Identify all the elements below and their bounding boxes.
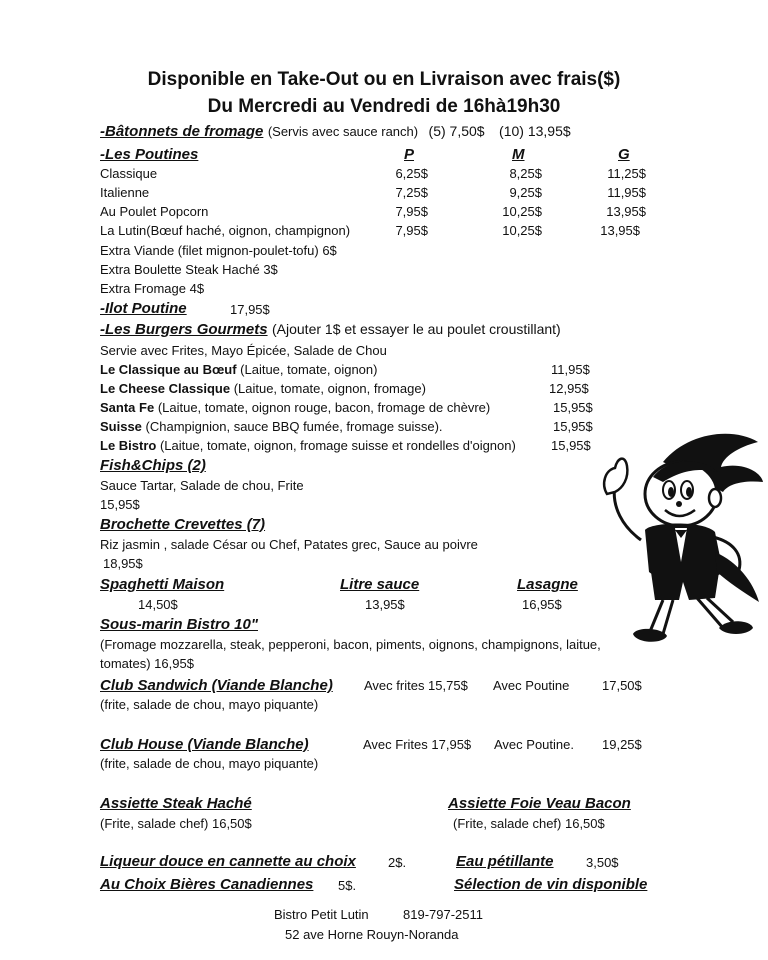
club-house-title: Club House (Viande Blanche): [100, 736, 309, 753]
club-sandwich-poutine-price: 17,50$: [602, 678, 642, 693]
batonnets-price-5: (5) 7,50$: [428, 123, 485, 139]
club-sandwich-option-poutine: Avec Poutine: [493, 678, 570, 693]
assiette-steak-desc: (Frite, salade chef) 16,50$: [100, 816, 252, 831]
spaghetti-price: 14,50$: [138, 597, 178, 612]
eau-price: 3,50$: [586, 855, 619, 870]
fish-title: Fish&Chips (2): [100, 457, 206, 474]
litre-sauce-price: 13,95$: [365, 597, 405, 612]
burger-name: Le Classique au Bœuf: [100, 362, 237, 377]
sousmarin-desc-1: (Fromage mozzarella, steak, pepperoni, bacon, piments, oignons, champignons, laitue,: [100, 637, 601, 652]
poutine-price-m: 10,25$: [502, 204, 542, 219]
batonnets-price-10: (10) 13,95$: [499, 123, 571, 139]
footer-address: 52 ave Horne Rouyn-Noranda: [285, 927, 459, 942]
footer-name: Bistro Petit Lutin: [274, 907, 369, 922]
burger-item: [100, 438, 516, 454]
lasagne-title: Lasagne: [517, 576, 578, 593]
liqueur-price: 2$.: [388, 855, 407, 870]
burger-desc: (Laitue, tomate, oignon rouge, bacon, fromage de chèvre): [157, 400, 491, 415]
club-sandwich-option-frites: Avec frites 15,75$: [364, 678, 468, 693]
liqueur-title: Liqueur douce en cannette au choix: [100, 853, 356, 870]
batonnets-note: (Servis avec sauce ranch): [267, 124, 419, 139]
size-g-label: G: [618, 146, 630, 163]
club-house-poutine-price: 19,25$: [602, 737, 642, 752]
burgers-note: (Ajouter 1$ et essayer le au poulet croustillant): [272, 321, 561, 337]
poutine-name: Au Poulet Popcorn: [100, 204, 209, 219]
burger-item: [100, 362, 377, 378]
batonnets-title: -Bâtonnets de fromage: [100, 123, 264, 140]
club-house-desc: (frite, salade de chou, mayo piquante): [100, 756, 319, 771]
burger-price: 12,95$: [549, 381, 589, 396]
footer-phone: 819-797-2511: [403, 907, 483, 922]
burger-item: [100, 400, 490, 416]
club-house-option-frites: Avec Frites 17,95$: [363, 737, 472, 752]
burgers-title: -Les Burgers Gourmets: [100, 321, 268, 338]
poutine-extra: Extra Viande (filet mignon-poulet-tofu) 6$: [100, 243, 337, 258]
poutine-name: Classique: [100, 166, 158, 181]
size-p-label: P: [404, 146, 415, 163]
lutin-mascot-illustration: [593, 422, 765, 672]
poutine-price-g: 11,25$: [607, 166, 646, 181]
eau-title: Eau pétillante: [456, 853, 554, 870]
poutine-price-p: 7,95$: [395, 204, 428, 219]
club-sandwich-title: Club Sandwich (Viande Blanche): [100, 677, 333, 694]
header-line-2: Du Mercredi au Vendredi de 16hà19h30: [207, 96, 561, 117]
poutine-price-m: 10,25$: [502, 223, 542, 238]
burger-price: 11,95$: [551, 362, 590, 377]
burger-price: 15,95$: [553, 419, 593, 434]
poutine-price-g: 11,95$: [607, 185, 646, 200]
poutine-name: Italienne: [100, 185, 150, 200]
poutine-extra: Extra Fromage 4$: [100, 281, 205, 296]
sousmarin-title: Sous-marin Bistro 10": [100, 616, 258, 633]
assiette-foie-desc: (Frite, salade chef) 16,50$: [453, 816, 605, 831]
size-m-label: M: [512, 146, 525, 163]
burger-name: Le Cheese Classique: [100, 381, 231, 396]
ilot-price: 17,95$: [230, 302, 270, 317]
batonnets-row: [100, 123, 571, 141]
poutine-name: La Lutin(Bœuf haché, oignon, champignon): [100, 223, 351, 238]
burger-desc: (Laitue, tomate, oignon): [240, 362, 378, 377]
burger-price: 15,95$: [551, 438, 591, 453]
burgers-header: [100, 321, 561, 339]
header-line-1: Disponible en Take-Out ou en Livraison avec frais($): [147, 69, 621, 90]
poutines-title: -Les Poutines: [100, 146, 199, 163]
burger-name: Santa Fe: [100, 400, 155, 415]
burger-desc: (Laitue, tomate, oignon, fromage suisse et rondelles d'oignon): [159, 438, 516, 453]
bieres-title: Au Choix Bières Canadiennes: [100, 876, 314, 893]
poutine-price-p: 7,25$: [395, 185, 428, 200]
burger-desc: (Laitue, tomate, oignon, fromage): [233, 381, 426, 396]
litre-sauce-title: Litre sauce: [340, 576, 420, 593]
poutine-price-g: 13,95$: [600, 223, 640, 238]
club-house-option-poutine: Avec Poutine.: [494, 737, 574, 752]
burger-price: 15,95$: [553, 400, 593, 415]
sousmarin-desc-2: tomates) 16,95$: [100, 656, 194, 671]
burgers-served: Servie avec Frites, Mayo Épicée, Salade de Chou: [100, 343, 387, 358]
fish-desc: Sauce Tartar, Salade de chou, Frite: [100, 478, 304, 493]
poutine-price-g: 13,95$: [606, 204, 646, 219]
poutine-price-m: 9,25$: [509, 185, 542, 200]
assiette-steak-title: Assiette Steak Haché: [100, 795, 252, 812]
brochette-price: 18,95$: [103, 556, 143, 571]
fish-price: 15,95$: [100, 497, 140, 512]
bieres-price: 5$.: [338, 878, 357, 893]
brochette-title: Brochette Crevettes (7): [100, 516, 266, 533]
poutine-price-m: 8,25$: [509, 166, 542, 181]
burger-item: [100, 381, 426, 397]
burger-desc: (Champignion, sauce BBQ fumée, fromage suisse).: [145, 419, 443, 434]
poutine-extra: Extra Boulette Steak Haché 3$: [100, 262, 278, 277]
burger-name: Suisse: [100, 419, 142, 434]
poutine-price-p: 6,25$: [395, 166, 428, 181]
vin-title: Sélection de vin disponible: [454, 876, 648, 893]
burger-item: [100, 419, 443, 435]
burger-name: Le Bistro: [100, 438, 157, 453]
lasagne-price: 16,95$: [522, 597, 562, 612]
club-sandwich-desc: (frite, salade de chou, mayo piquante): [100, 697, 319, 712]
brochette-desc: Riz jasmin , salade César ou Chef, Patates grec, Sauce au poivre: [100, 537, 478, 552]
poutine-price-p: 7,95$: [395, 223, 428, 238]
spaghetti-title: Spaghetti Maison: [100, 576, 225, 593]
ilot-title: -Ilot Poutine: [100, 300, 187, 317]
assiette-foie-title: Assiette Foie Veau Bacon: [448, 795, 631, 812]
